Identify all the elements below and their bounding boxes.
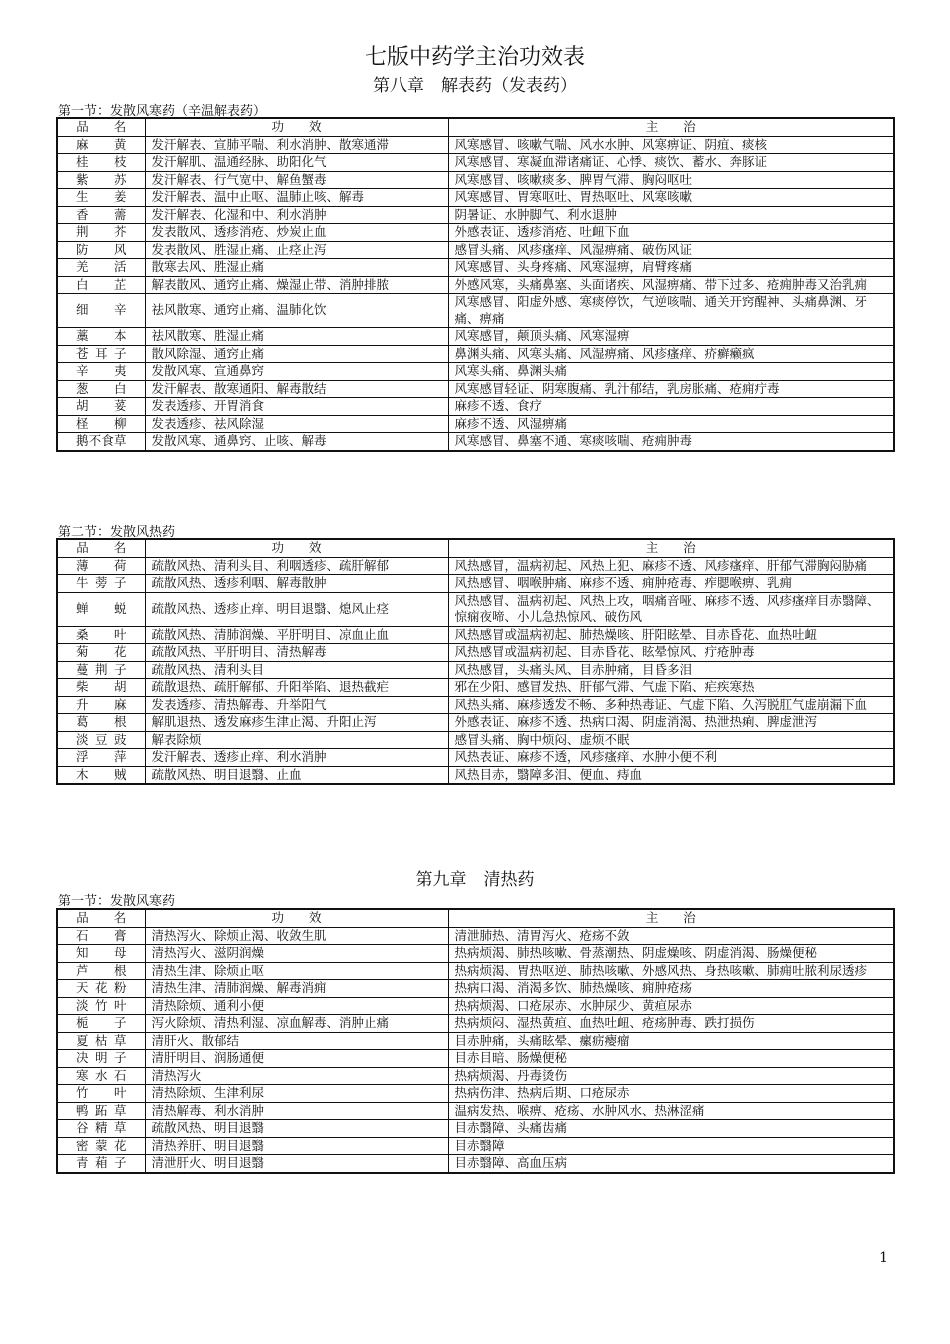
- table-row: [57, 592, 894, 626]
- herb-effect: 散寒去风、胜湿止痛: [145, 259, 448, 277]
- header-name: 品 名: [57, 909, 145, 927]
- table-row: [57, 294, 894, 328]
- herb-indication: 热病烦渴、肺热咳嗽、骨蒸潮热、阴虚燥咳、阴虚消渴、肠燥便秘: [448, 945, 894, 963]
- table-row: [57, 328, 894, 346]
- herb-effect: 发汗解表、温中止呕、温肺止咳、解毒: [145, 189, 448, 207]
- herb-effect: 发表散风、胜湿止痛、止痉止泻: [145, 241, 448, 259]
- herb-table: [56, 908, 895, 1174]
- herb-name: 淡竹叶: [57, 997, 145, 1015]
- table-row: [57, 575, 894, 593]
- herb-indication: 目赤翳障、头痛齿痛: [448, 1120, 894, 1138]
- herb-effect: 发表透疹、清热解毒、升举阳气: [145, 696, 448, 714]
- table-row: [57, 241, 894, 259]
- table-row: [57, 224, 894, 242]
- herb-indication: 风寒感冒轻证、阴寒腹痛、乳汁郁结，乳房胀痛、疮痈疔毒: [448, 380, 894, 398]
- herb-indication: 清泄肺热、清胃泻火、疮疡不敛: [448, 927, 894, 945]
- herb-indication: 风寒感冒，颠顶头痛、风寒湿痹: [448, 328, 894, 346]
- herb-effect: 疏散风热、透疹利咽、解毒散肿: [145, 575, 448, 593]
- table-row: [57, 557, 894, 575]
- table-row: [57, 1085, 894, 1103]
- herb-effect: 清热除烦、生津利尿: [145, 1085, 448, 1103]
- herb-indication: 热病烦渴、丹毒烫伤: [448, 1067, 894, 1085]
- header-effect: 功 效: [145, 539, 448, 557]
- table-row: [57, 927, 894, 945]
- table-row: [57, 276, 894, 294]
- herb-effect: 疏散退热、疏肝解郁、升阳举陷、退热截疟: [145, 679, 448, 697]
- table-row: [57, 749, 894, 767]
- herb-indication: 风寒感冒、鼻塞不通、寒痰咳喘、疮痈肿毒: [448, 433, 894, 451]
- herb-indication: 风热表证、麻疹不透，风疹瘙痒、水肿小便不利: [448, 749, 894, 767]
- table-row: [57, 171, 894, 189]
- herb-indication: 感冒头痛、胸中烦闷、虚烦不眠: [448, 731, 894, 749]
- herb-name: 柽柳: [57, 415, 145, 433]
- herb-indication: 风寒感冒、胃寒呕吐、胃热呕吐、风寒咳嗽: [448, 189, 894, 207]
- herb-indication: 风热感冒或温病初起、目赤昏花、眩晕惊风、疔疮肿毒: [448, 644, 894, 662]
- header-effect: 功 效: [145, 909, 448, 927]
- herb-indication: 风热感冒，头痛头风、目赤肿痛，目昏多泪: [448, 661, 894, 679]
- table-row: [57, 1102, 894, 1120]
- herb-indication: 风寒感冒、咳嗽痰多、脾胃气滞、胸闷呕吐: [448, 171, 894, 189]
- herb-effect: 清热泻火: [145, 1067, 448, 1085]
- herb-table: [56, 538, 895, 785]
- herb-effect: 祛风散寒、通窍止痛、温肺化饮: [145, 294, 448, 328]
- table-row: [57, 1067, 894, 1085]
- herb-name: 胡荽: [57, 398, 145, 416]
- herb-indication: 目赤翳障、高血压病: [448, 1155, 894, 1173]
- herb-indication: 风寒头痛、鼻渊头痛: [448, 363, 894, 381]
- table-row: [57, 1015, 894, 1033]
- table-row: [57, 363, 894, 381]
- herb-effect: 清肝火、散郁结: [145, 1032, 448, 1050]
- table-header-row: [57, 539, 894, 557]
- herb-effect: 发表散风、透疹消疮、炒炭止血: [145, 224, 448, 242]
- herb-indication: 外感表证、麻疹不透、热病口渴、阴虚消渴、热泄热痢、脾虚泄泻: [448, 714, 894, 732]
- herb-name: 荆芥: [57, 224, 145, 242]
- herb-effect: 解肌退热、透发麻疹生津止渴、升阳止泻: [145, 714, 448, 732]
- table-row: [57, 433, 894, 451]
- herb-indication: 风寒感冒、咳嗽气喘、风水水肿、风寒痹证、阴疽、痰核: [448, 136, 894, 154]
- header-indication: 主 治: [448, 909, 894, 927]
- herb-name: 青葙子: [57, 1155, 145, 1173]
- herb-indication: 鼻渊头痛、风寒头痛、风湿痹痛、风疹瘙痒、疥癣癞疯: [448, 345, 894, 363]
- table-row: [57, 380, 894, 398]
- herb-name: 苍耳子: [57, 345, 145, 363]
- section-label: 第一节：发散风寒药: [58, 894, 176, 909]
- header-indication: 主 治: [448, 118, 894, 136]
- herb-name: 天花粉: [57, 980, 145, 998]
- herb-effect: 疏散风热、透疹止痒、明目退翳、熄风止痉: [145, 592, 448, 626]
- herb-name: 栀子: [57, 1015, 145, 1033]
- herb-name: 决明子: [57, 1050, 145, 1068]
- herb-indication: 热病伤津、热病后期、口疮尿赤: [448, 1085, 894, 1103]
- table-row: [57, 1050, 894, 1068]
- herb-effect: 清热生津、清肺润燥、解毒消痈: [145, 980, 448, 998]
- herb-effect: 祛风散寒、胜湿止痛: [145, 328, 448, 346]
- table-row: [57, 661, 894, 679]
- table-row: [57, 154, 894, 172]
- herb-name: 夏枯草: [57, 1032, 145, 1050]
- table-row: [57, 626, 894, 644]
- herb-name: 淡豆豉: [57, 731, 145, 749]
- herb-effect: 解表散风、通窍止痛、燥湿止带、消肿排脓: [145, 276, 448, 294]
- herb-name: 牛蒡子: [57, 575, 145, 593]
- herb-indication: 风热感冒、咽喉肿痛、麻疹不透、痈肿疮毒、痄腮喉痹、乳痈: [448, 575, 894, 593]
- herb-indication: 风寒感冒、阳虚外感、寒痰停饮，气逆咳喘、通关开窍醒神、头痛鼻渊、牙痛、痹痛: [448, 294, 894, 328]
- table-row: [57, 259, 894, 277]
- herb-effect: 疏散风热、清利头目、利咽透疹、疏肝解郁: [145, 557, 448, 575]
- herb-indication: 感冒头痛、风疹瘙痒、风湿痹痛、破伤风证: [448, 241, 894, 259]
- section-label: 第一节：发散风寒药（辛温解表药）: [58, 104, 267, 119]
- herb-indication: 麻疹不透、食疗: [448, 398, 894, 416]
- herb-effect: 解表除烦: [145, 731, 448, 749]
- herb-name: 葱白: [57, 380, 145, 398]
- herb-effect: 发汗解表、散寒通阳、解毒散结: [145, 380, 448, 398]
- table-row: [57, 731, 894, 749]
- herb-table: [56, 117, 895, 452]
- herb-effect: 发汗解表、化湿和中、利水消肿: [145, 206, 448, 224]
- herb-name: 柴胡: [57, 679, 145, 697]
- herb-effect: 发汗解表、行气宽中、解鱼蟹毒: [145, 171, 448, 189]
- herb-effect: 散风除湿、通窍止痛: [145, 345, 448, 363]
- herb-name: 蔓荆子: [57, 661, 145, 679]
- herb-name: 紫苏: [57, 171, 145, 189]
- herb-effect: 清热除烦、通利小便: [145, 997, 448, 1015]
- herb-name: 细辛: [57, 294, 145, 328]
- herb-effect: 发表透疹、开胃消食: [145, 398, 448, 416]
- herb-name: 防风: [57, 241, 145, 259]
- herb-name: 葛根: [57, 714, 145, 732]
- herb-indication: 目赤目暗、肠燥便秘: [448, 1050, 894, 1068]
- table-row: [57, 644, 894, 662]
- table-row: [57, 415, 894, 433]
- table-row: [57, 997, 894, 1015]
- table-row: [57, 345, 894, 363]
- table-row: [57, 1120, 894, 1138]
- herb-indication: 风寒感冒、寒凝血滞诸痛证、心悸、痰饮、蓄水、奔豚证: [448, 154, 894, 172]
- herb-name: 木贼: [57, 766, 145, 784]
- chapter-title: 第八章 解表药（发表药）: [373, 76, 577, 96]
- table-row: [57, 136, 894, 154]
- herb-effect: 发散风寒、宣通鼻窍: [145, 363, 448, 381]
- herb-name: 生姜: [57, 189, 145, 207]
- herb-indication: 外感风寒，头痛鼻塞、头面诸疾、风湿痹痛、带下过多、疮痈肿毒又治乳痈: [448, 276, 894, 294]
- table-row: [57, 945, 894, 963]
- table-header-row: [57, 909, 894, 927]
- header-indication: 主 治: [448, 539, 894, 557]
- herb-effect: 清热养肝、明目退翳: [145, 1137, 448, 1155]
- page-number: 1: [879, 1250, 888, 1266]
- herb-effect: 泻火除烦、清热利湿、凉血解毒、消肿止痛: [145, 1015, 448, 1033]
- herb-name: 浮萍: [57, 749, 145, 767]
- header-name: 品 名: [57, 118, 145, 136]
- header-name: 品 名: [57, 539, 145, 557]
- herb-indication: 风寒感冒、头身疼痛、风寒湿痹，肩臂疼痛: [448, 259, 894, 277]
- herb-effect: 发汗解表、宣肺平喘、利水消肿、散寒通滞: [145, 136, 448, 154]
- herb-effect: 清热泻火、除烦止渴、收敛生肌: [145, 927, 448, 945]
- herb-indication: 热病烦渴、口疮尿赤、水肿尿少、黄疸尿赤: [448, 997, 894, 1015]
- herb-name: 升麻: [57, 696, 145, 714]
- herb-name: 辛夷: [57, 363, 145, 381]
- table-row: [57, 206, 894, 224]
- herb-effect: 清热解毒、利水消肿: [145, 1102, 448, 1120]
- table-row: [57, 1155, 894, 1173]
- herb-indication: 风热感冒或温病初起、肺热燥咳、肝阳眩晕、目赤昏花、血热吐衄: [448, 626, 894, 644]
- herb-indication: 目赤翳障: [448, 1137, 894, 1155]
- herb-indication: 麻疹不透、风湿痹痛: [448, 415, 894, 433]
- table-row: [57, 766, 894, 784]
- herb-effect: 发散风寒、通鼻窍、止咳、解毒: [145, 433, 448, 451]
- herb-indication: 外感表证、透疹消疮、吐衄下血: [448, 224, 894, 242]
- herb-effect: 疏散风热、平肝明目、清热解毒: [145, 644, 448, 662]
- table-row: [57, 962, 894, 980]
- table-row: [57, 696, 894, 714]
- herb-name: 桑叶: [57, 626, 145, 644]
- table-row: [57, 189, 894, 207]
- herb-name: 麻黄: [57, 136, 145, 154]
- table-header-row: [57, 118, 894, 136]
- table-row: [57, 714, 894, 732]
- herb-name: 香薷: [57, 206, 145, 224]
- herb-name: 桂枝: [57, 154, 145, 172]
- herb-indication: 风热目赤，翳障多泪、便血、痔血: [448, 766, 894, 784]
- herb-name: 羌活: [57, 259, 145, 277]
- herb-effect: 清肝明目、润肠通便: [145, 1050, 448, 1068]
- table-row: [57, 1032, 894, 1050]
- herb-name: 谷精草: [57, 1120, 145, 1138]
- herb-indication: 邪在少阳、感冒发热、肝郁气滞、气虚下陷、疟疾寒热: [448, 679, 894, 697]
- section-label: 第二节：发散风热药: [58, 525, 176, 540]
- table-row: [57, 1137, 894, 1155]
- herb-name: 薄荷: [57, 557, 145, 575]
- herb-name: 石膏: [57, 927, 145, 945]
- herb-name: 竹叶: [57, 1085, 145, 1103]
- herb-effect: 发汗解肌、温通经脉、助阳化气: [145, 154, 448, 172]
- chapter-title: 第九章 清热药: [415, 870, 535, 890]
- herb-name: 白芷: [57, 276, 145, 294]
- table-row: [57, 980, 894, 998]
- herb-indication: 热病烦闷、湿热黄疸、血热吐衄、疮疡肿毒、跌打损伤: [448, 1015, 894, 1033]
- herb-name: 知母: [57, 945, 145, 963]
- herb-name: 鸭跖草: [57, 1102, 145, 1120]
- page-title: 七版中药学主治功效表: [364, 45, 585, 70]
- herb-indication: 风热头痛、麻疹透发不畅、多种热毒证、气虚下陷、久泻脱肛气虚崩漏下血: [448, 696, 894, 714]
- herb-name: 密蒙花: [57, 1137, 145, 1155]
- herb-effect: 疏散风热、清利头目: [145, 661, 448, 679]
- herb-indication: 风热感冒，温病初起、风热上犯、麻疹不透、风疹瘙痒、肝郁气滞胸闷胁痛: [448, 557, 894, 575]
- herb-effect: 疏散风热、清肺润燥、平肝明目、凉血止血: [145, 626, 448, 644]
- header-effect: 功 效: [145, 118, 448, 136]
- table-row: [57, 398, 894, 416]
- herb-name: 芦根: [57, 962, 145, 980]
- herb-indication: 阴暑证、水肿脚气、利水退肿: [448, 206, 894, 224]
- herb-effect: 清泄肝火、明目退翳: [145, 1155, 448, 1173]
- herb-name: 寒水石: [57, 1067, 145, 1085]
- herb-effect: 清热泻火、滋阴润燥: [145, 945, 448, 963]
- herb-effect: 疏散风热、明目退翳: [145, 1120, 448, 1138]
- herb-indication: 热病口渴、消渴多饮、肺热燥咳、痈肿疮疡: [448, 980, 894, 998]
- herb-name: 鹅不食草: [57, 433, 145, 451]
- herb-indication: 热病烦渴、胃热呕逆、肺热咳嗽、外感风热、身热咳嗽、肺痈吐脓利尿透疹: [448, 962, 894, 980]
- herb-effect: 清热生津、除烦止呕: [145, 962, 448, 980]
- herb-name: 菊花: [57, 644, 145, 662]
- herb-indication: 目赤肿痛，头痛眩晕、瘰疬瘿瘤: [448, 1032, 894, 1050]
- table-row: [57, 679, 894, 697]
- herb-effect: 疏散风热、明目退翳、止血: [145, 766, 448, 784]
- herb-name: 蝉蜕: [57, 592, 145, 626]
- herb-effect: 发汗解表、透疹止痒、利水消肿: [145, 749, 448, 767]
- herb-name: 藁本: [57, 328, 145, 346]
- herb-indication: 温病发热、喉痹、疮疡、水肿风水、热淋涩痛: [448, 1102, 894, 1120]
- herb-effect: 发表透疹、祛风除湿: [145, 415, 448, 433]
- herb-indication: 风热感冒、温病初起、风热上攻，咽痛音哑、麻疹不透、风疹瘙痒目赤翳障、惊痫夜啼、小儿急热惊风、破伤风: [448, 592, 894, 626]
